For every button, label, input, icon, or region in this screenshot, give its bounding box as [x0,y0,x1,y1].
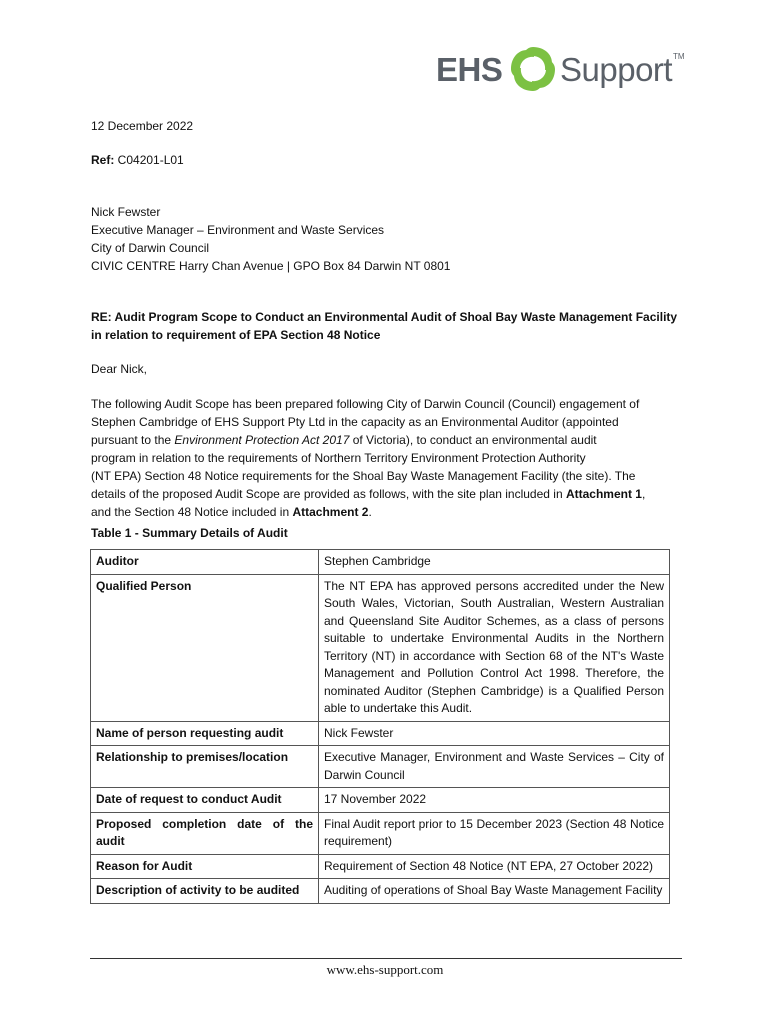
table-key: Reason for Audit [91,854,319,879]
recipient-organisation: City of Darwin Council [91,241,210,255]
body-line: Stephen Cambridge of EHS Support Pty Ltd in the capacity as an Environmental Auditor (appointed [91,415,619,429]
table-row [91,574,670,721]
ref-label: Ref: [91,153,115,167]
salutation: Dear Nick, [91,362,148,376]
body-text: , [641,487,646,501]
table-row [91,879,670,904]
body-text: details of the proposed Audit Scope are provided as follows, with the site plan included in [91,487,566,501]
body-text: of Victoria), to conduct an environmental audit [349,433,597,447]
ref-value: C04201-L01 [114,153,184,167]
table-value: Stephen Cambridge [319,550,670,575]
body-paragraph [91,395,681,521]
letter-subject [91,308,681,344]
table-key: Date of request to conduct Audit [91,788,319,813]
footer-url[interactable]: www.ehs-support.com [326,962,444,977]
table-row [91,721,670,746]
subject-line-1: RE: Audit Program Scope to Conduct an Environmental Audit of Shoal Bay Waste Management Facility [91,310,678,324]
table-value: Auditing of operations of Shoal Bay Waste Management Facility [319,879,670,904]
table-key: Qualified Person [91,574,319,721]
letter-ref [91,151,681,169]
recipient-title: Executive Manager – Environment and Waste Services [91,223,385,237]
table-value: Nick Fewster [319,721,670,746]
table-key: Proposed completion date of the audit [91,812,319,854]
table-value: 17 November 2022 [319,788,670,813]
table-key: Description of activity to be audited [91,879,319,904]
table-row [91,550,670,575]
body-line [91,503,681,521]
body-line [91,485,681,503]
table-row [91,854,670,879]
body-line [91,431,681,449]
body-line: program in relation to the requirements of Northern Territory Environment Protection Authority [91,451,586,465]
logo-ehs-text: EHS [436,51,503,88]
ehs-support-logo [436,42,686,98]
body-text: and the Section 48 Notice included in [91,505,293,519]
table-value: Final Audit report prior to 15 December 2023 (Section 48 Notice requirement) [319,812,670,854]
audit-summary-table [90,549,670,904]
table-value: The NT EPA has approved persons accredited under the New South Wales, Victorian, South Australian, Western Australian and Queensland Site Auditor Schemes, as a class of persons suitable to undertake Environmental Audits in the Northern Territory (NT) in accordance with Section 68 of the NT's Waste Management and Pollution Control Act 1998. Therefore, the nominated Auditor (Stephen Cambridge) is a Qualified Person able to undertake this Audit. [319,574,670,721]
table-value: Requirement of Section 48 Notice (NT EPA, 27 October 2022) [319,854,670,879]
table-caption: Table 1 - Summary Details of Audit [91,526,288,540]
attachment-1-ref: Attachment 1 [565,487,642,501]
logo-trademark: TM [673,52,685,61]
recipient-street: CIVIC CENTRE Harry Chan Avenue | GPO Box 84 Darwin NT 0801 [91,259,451,273]
recipient-name: Nick Fewster [91,205,161,219]
table-row [91,746,670,788]
body-line: The following Audit Scope has been prepared following City of Darwin Council (Council) engagement of [91,397,640,411]
body-text: . [368,505,372,519]
logo-support-text: Support [560,51,673,88]
body-line: (NT EPA) Section 48 Notice requirements for the Shoal Bay Waste Management Facility (the site). The [91,469,636,483]
recipient-address [91,203,681,275]
table-key: Auditor [91,550,319,575]
subject-line-2: in relation to requirement of EPA Section 48 Notice [91,328,381,342]
swirl-logo-icon [508,44,558,94]
letter-date: 12 December 2022 [91,119,194,133]
table-key: Relationship to premises/location [91,746,319,788]
table-value: Executive Manager, Environment and Waste Services – City of Darwin Council [319,746,670,788]
table-row [91,812,670,854]
attachment-2-ref: Attachment 2 [292,505,369,519]
act-name: Environment Protection Act 2017 [174,433,350,447]
table-key: Name of person requesting audit [91,721,319,746]
footer-divider [90,958,682,959]
body-text: pursuant to the [91,433,175,447]
table-row [91,788,670,813]
